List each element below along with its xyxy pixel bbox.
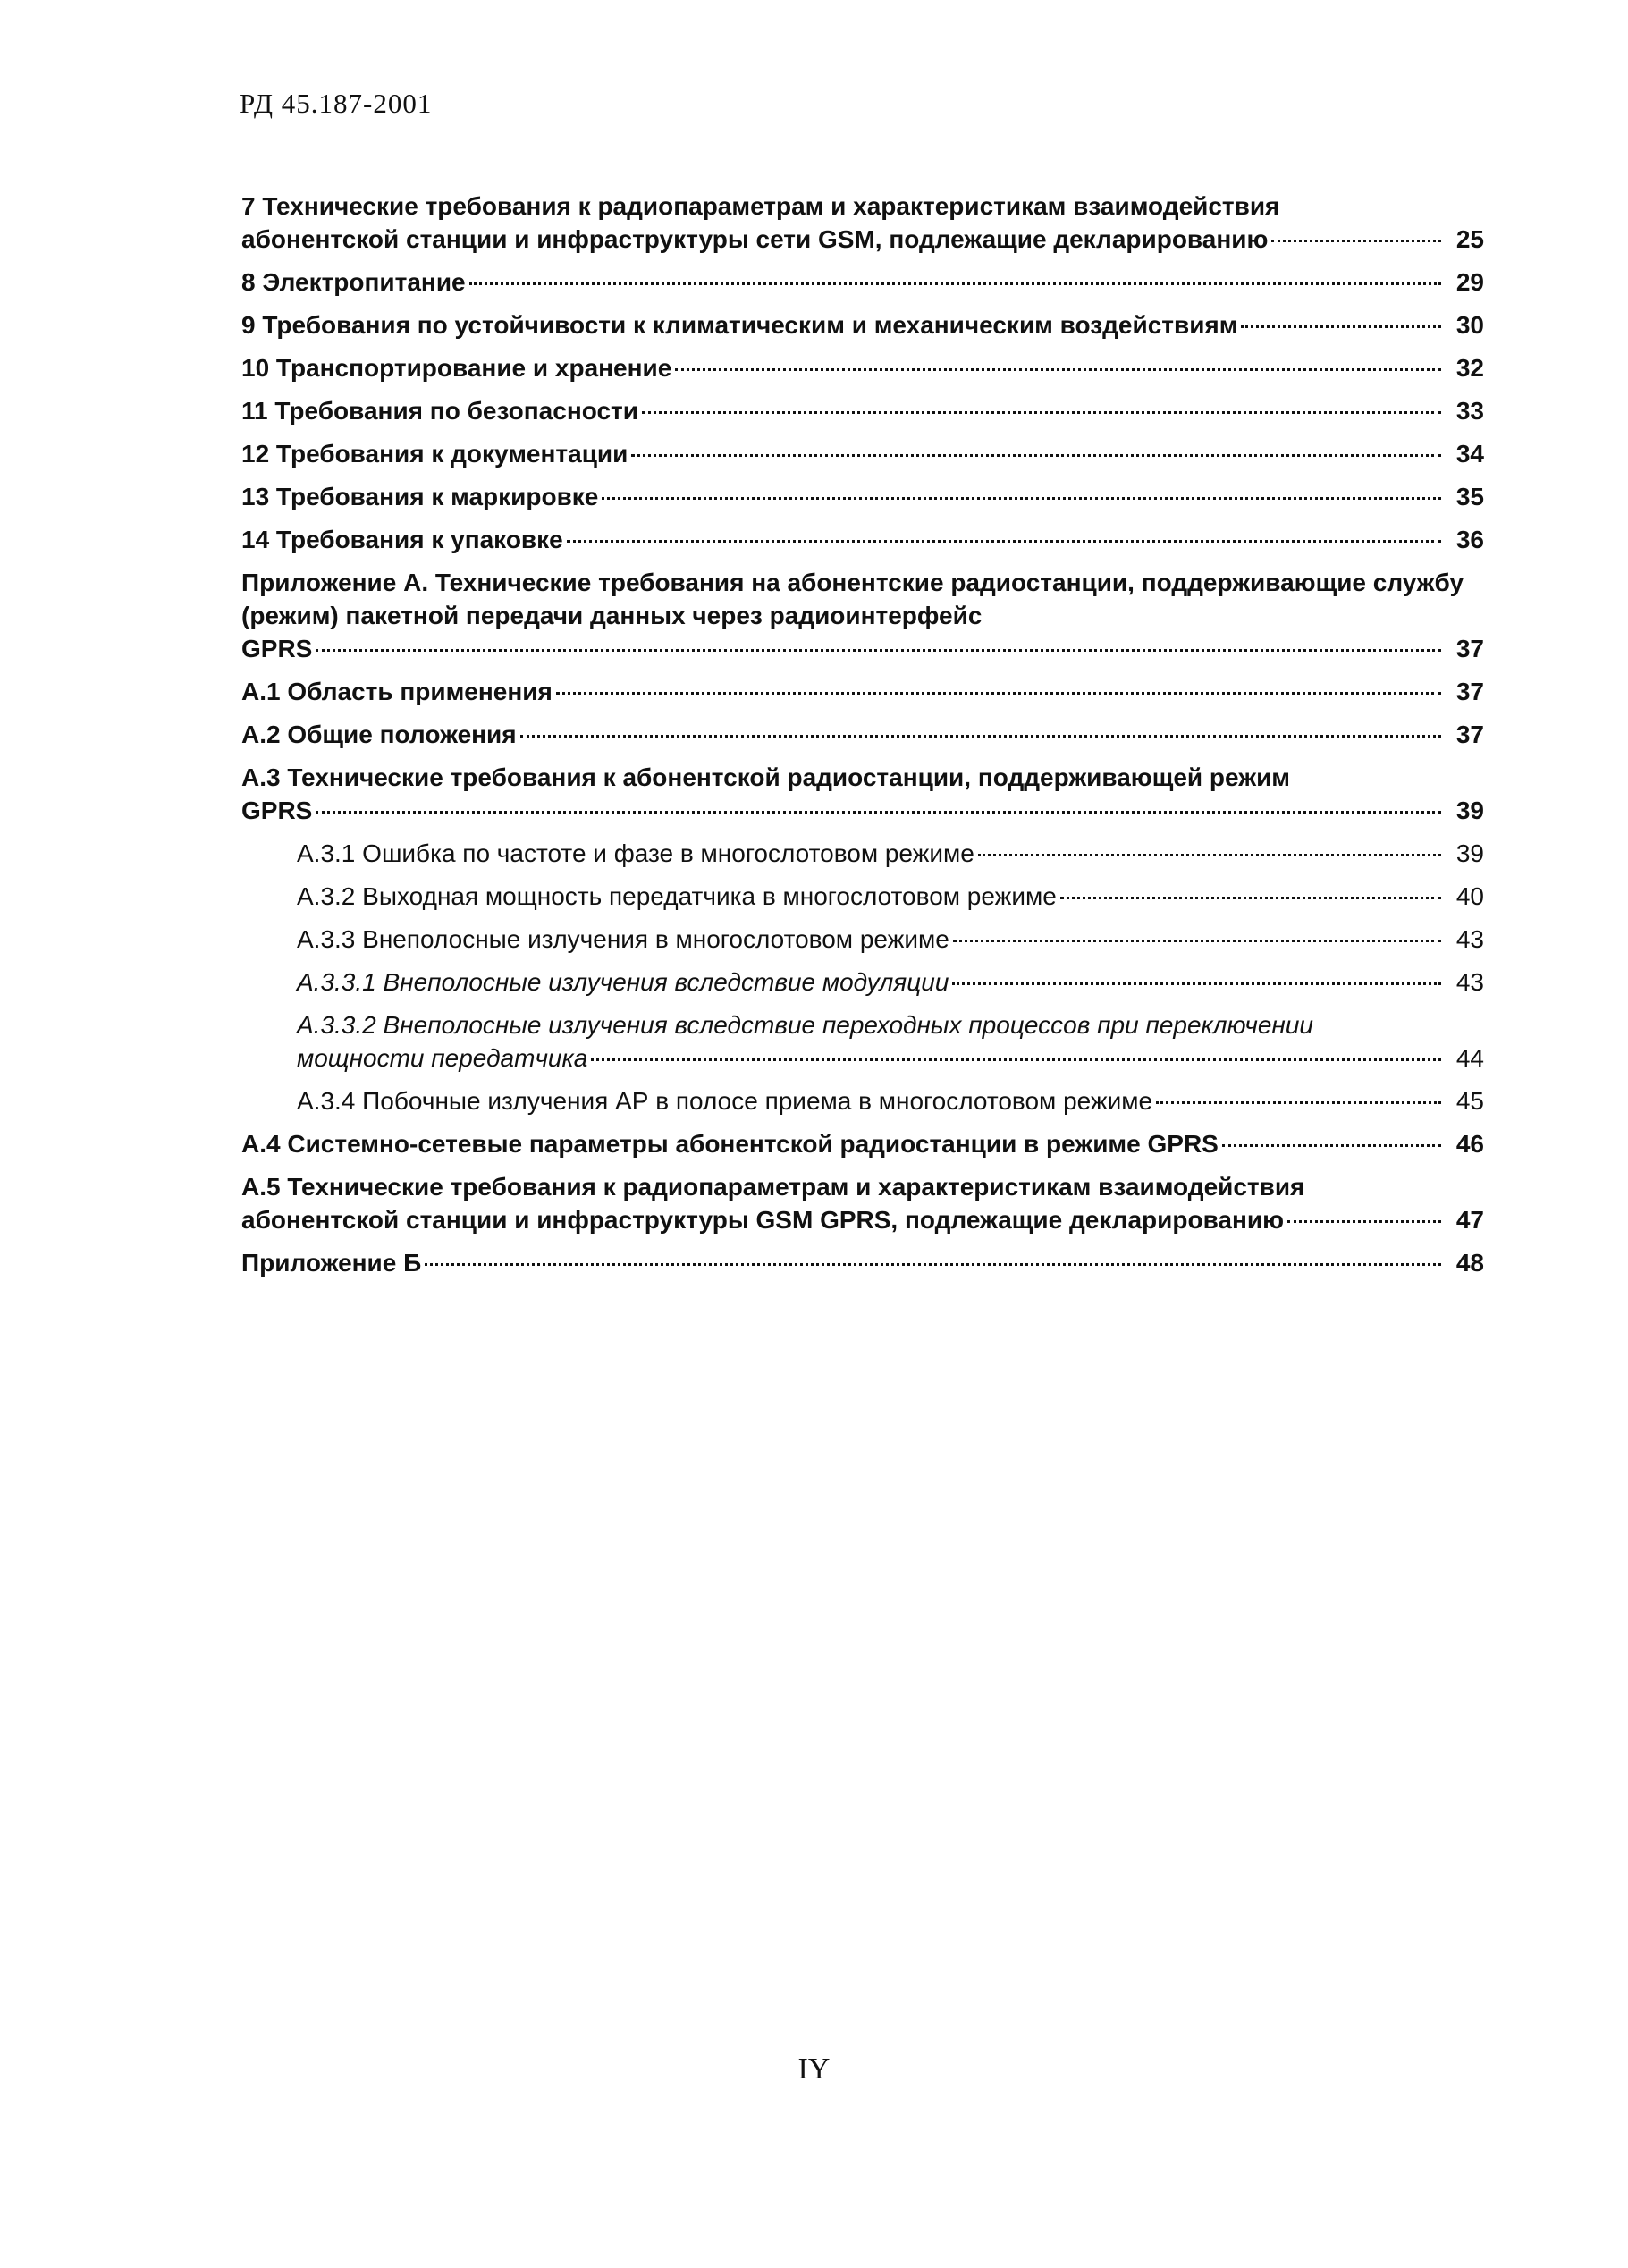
toc-entry[interactable] xyxy=(241,480,1484,513)
toc-entry[interactable] xyxy=(297,1008,1484,1075)
toc-entry[interactable] xyxy=(241,761,1484,827)
toc-entry[interactable] xyxy=(297,965,1484,999)
toc-entry-lead: А.5 Технические требования к радиопараметрам и характеристикам взаимодействия xyxy=(241,1173,1305,1201)
toc-entry-page: 45 xyxy=(1455,1087,1484,1115)
toc-entry-page: 40 xyxy=(1455,882,1484,910)
toc-entry[interactable] xyxy=(297,837,1484,870)
toc-entry-page: 44 xyxy=(1455,1044,1484,1072)
toc-entry-page: 39 xyxy=(1455,797,1484,824)
toc-entry-label: А.3.3 Внеполосные излучения в многослотовом режиме xyxy=(297,925,949,953)
dot-leader xyxy=(1156,1101,1441,1104)
toc-entry-label: А.1 Область применения xyxy=(241,678,553,705)
toc-entry[interactable] xyxy=(297,923,1484,956)
toc-entry-label: 12 Требования к документации xyxy=(241,440,628,468)
toc-entry-label: 14 Требования к упаковке xyxy=(241,526,563,553)
toc-entry-page: 37 xyxy=(1455,635,1484,662)
dot-leader xyxy=(316,811,1441,814)
toc-entry-label: А.4 Системно-сетевые параметры абонентской радиостанции в режиме GPRS xyxy=(241,1130,1219,1158)
dot-leader xyxy=(1271,240,1441,242)
dot-leader xyxy=(425,1263,1441,1266)
toc-entry-page: 43 xyxy=(1455,968,1484,996)
toc-entry-label: А.3.3.1 Внеполосные излучения вследствие модуляции xyxy=(297,968,949,996)
toc-entry-label: А.2 Общие положения xyxy=(241,721,517,748)
toc-entry-page: 47 xyxy=(1455,1206,1484,1234)
toc-entry-page: 32 xyxy=(1455,354,1484,382)
toc-entry-label: 11 Требования по безопасности xyxy=(241,397,638,425)
toc-entry-page: 34 xyxy=(1455,440,1484,468)
toc-entry-label: 10 Транспортирование и хранение xyxy=(241,354,672,382)
toc-entry[interactable] xyxy=(241,1170,1484,1236)
table-of-contents xyxy=(241,190,1484,1289)
toc-entry-page: 35 xyxy=(1455,483,1484,510)
toc-entry-label: 8 Электропитание xyxy=(241,268,466,296)
toc-entry-page: 25 xyxy=(1455,225,1484,253)
toc-entry-page: 33 xyxy=(1455,397,1484,425)
toc-entry[interactable] xyxy=(241,190,1484,256)
toc-entry-page: 43 xyxy=(1455,925,1484,953)
toc-entry-page: 46 xyxy=(1455,1130,1484,1158)
dot-leader xyxy=(567,540,1441,543)
toc-entry-label: GPRS xyxy=(241,635,313,662)
document-code: РД 45.187-2001 xyxy=(240,88,433,119)
dot-leader xyxy=(602,497,1441,500)
toc-entry-page: 29 xyxy=(1455,268,1484,296)
toc-entry-page: 48 xyxy=(1455,1249,1484,1277)
toc-entry[interactable] xyxy=(297,880,1484,913)
dot-leader xyxy=(469,282,1441,285)
dot-leader xyxy=(1060,897,1441,899)
page-number: IY xyxy=(797,2053,831,2086)
dot-leader xyxy=(556,692,1441,695)
toc-entry[interactable] xyxy=(297,1084,1484,1117)
toc-entry-page: 39 xyxy=(1455,839,1484,867)
toc-entry-label: Приложение Б xyxy=(241,1249,422,1277)
dot-leader xyxy=(316,649,1441,652)
toc-entry-label: абонентской станции и инфраструктуры GSM GPRS, подлежащие декларированию xyxy=(241,1206,1285,1234)
toc-entry-label: А.3.4 Побочные излучения АР в полосе приема в многослотовом режиме xyxy=(297,1087,1153,1115)
toc-entry-page: 37 xyxy=(1455,721,1484,748)
toc-entry-label: 9 Требования по устойчивости к климатическим и механическим воздействиям xyxy=(241,311,1238,339)
toc-entry[interactable] xyxy=(241,566,1484,665)
toc-entry-label: GPRS xyxy=(241,797,313,824)
dot-leader xyxy=(1287,1220,1441,1223)
dot-leader xyxy=(953,940,1441,942)
toc-entry-lead: 7 Технические требования к радиопараметрам и характеристикам взаимодействия xyxy=(241,192,1280,220)
toc-entry[interactable] xyxy=(241,308,1484,341)
dot-leader xyxy=(675,368,1441,371)
dot-leader xyxy=(978,854,1441,856)
dot-leader xyxy=(631,454,1441,457)
dot-leader xyxy=(1222,1144,1441,1147)
toc-entry[interactable] xyxy=(241,675,1484,708)
toc-entry-lead: А.3 Технические требования к абонентской радиостанции, поддерживающей режим xyxy=(241,763,1290,791)
toc-entry-lead: Приложение А. Технические требования на абонентские радиостанции, поддерживающие службу (режим) пакетной передачи данных через радиоинтерфейс xyxy=(241,569,1464,629)
dot-leader xyxy=(520,735,1441,738)
toc-entry-label: А.3.1 Ошибка по частоте и фазе в многослотовом режиме xyxy=(297,839,974,867)
toc-entry-lead: А.3.3.2 Внеполосные излучения вследствие переходных процессов при переключении xyxy=(297,1011,1313,1039)
dot-leader xyxy=(952,982,1441,985)
toc-entry-label: А.3.2 Выходная мощность передатчика в многослотовом режиме xyxy=(297,882,1057,910)
dot-leader xyxy=(591,1058,1441,1061)
toc-entry-label: мощности передатчика xyxy=(297,1044,588,1072)
toc-entry-label: абонентской станции и инфраструктуры сети GSM, подлежащие декларированию xyxy=(241,225,1269,253)
toc-entry[interactable] xyxy=(241,437,1484,470)
dot-leader xyxy=(642,411,1441,414)
dot-leader xyxy=(1241,325,1441,328)
toc-entry[interactable] xyxy=(241,523,1484,556)
toc-entry[interactable] xyxy=(241,718,1484,751)
toc-entry[interactable] xyxy=(241,1246,1484,1279)
toc-entry[interactable] xyxy=(241,266,1484,299)
toc-entry-label: 13 Требования к маркировке xyxy=(241,483,599,510)
toc-entry-page: 37 xyxy=(1455,678,1484,705)
toc-entry-page: 36 xyxy=(1455,526,1484,553)
toc-entry-page: 30 xyxy=(1455,311,1484,339)
toc-entry[interactable] xyxy=(241,351,1484,384)
toc-entry[interactable] xyxy=(241,394,1484,427)
toc-entry[interactable] xyxy=(241,1127,1484,1160)
